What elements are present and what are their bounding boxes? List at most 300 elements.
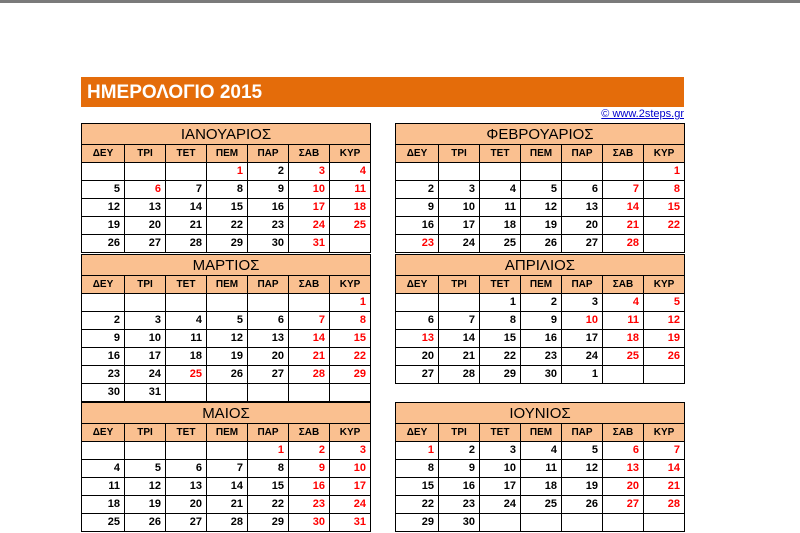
weekday-header: ΤΡΙ <box>439 276 480 294</box>
day-cell: 16 <box>521 330 562 348</box>
day-cell <box>207 442 248 460</box>
weekday-header: ΠΕΜ <box>521 276 562 294</box>
day-cell: 22 <box>207 217 248 235</box>
day-cell: 4 <box>330 163 371 181</box>
day-cell: 8 <box>248 460 289 478</box>
day-cell: 7 <box>603 181 644 199</box>
weekday-header: ΔΕΥ <box>396 276 439 294</box>
day-cell <box>562 163 603 181</box>
day-cell: 21 <box>439 348 480 366</box>
week-row <box>396 330 685 348</box>
day-cell <box>644 514 685 532</box>
day-cell: 15 <box>330 330 371 348</box>
day-cell: 19 <box>562 478 603 496</box>
day-cell: 1 <box>562 366 603 384</box>
day-cell: 24 <box>289 217 330 235</box>
day-cell: 13 <box>166 478 207 496</box>
month-name: ΜΑΡΤΙΟΣ <box>82 255 371 276</box>
day-cell: 16 <box>396 217 439 235</box>
week-row <box>396 442 685 460</box>
day-cell <box>603 163 644 181</box>
day-cell: 5 <box>562 442 603 460</box>
day-cell: 1 <box>207 163 248 181</box>
day-cell: 10 <box>125 330 166 348</box>
week-row <box>82 384 371 402</box>
day-cell <box>644 366 685 384</box>
day-cell: 31 <box>289 235 330 253</box>
day-cell <box>480 514 521 532</box>
day-cell: 14 <box>207 478 248 496</box>
day-cell: 2 <box>521 294 562 312</box>
weekday-header: ΚΥΡ <box>330 145 371 163</box>
week-row <box>82 235 371 253</box>
weekday-header: ΠΑΡ <box>562 424 603 442</box>
day-cell: 2 <box>82 312 125 330</box>
day-cell: 25 <box>603 348 644 366</box>
day-cell: 28 <box>603 235 644 253</box>
day-cell: 9 <box>439 460 480 478</box>
day-cell: 21 <box>603 217 644 235</box>
day-cell: 20 <box>396 348 439 366</box>
day-cell: 13 <box>562 199 603 217</box>
day-cell: 25 <box>480 235 521 253</box>
weekday-header: ΚΥΡ <box>644 424 685 442</box>
weekday-header: ΠΑΡ <box>248 145 289 163</box>
weekday-header: ΣΑΒ <box>289 424 330 442</box>
day-cell <box>480 163 521 181</box>
weekday-header: ΚΥΡ <box>644 276 685 294</box>
day-cell <box>125 442 166 460</box>
day-cell: 2 <box>396 181 439 199</box>
day-cell: 7 <box>439 312 480 330</box>
month-name: ΑΠΡΙΛΙΟΣ <box>396 255 685 276</box>
day-cell: 27 <box>248 366 289 384</box>
day-cell: 21 <box>166 217 207 235</box>
day-cell <box>439 294 480 312</box>
day-cell: 28 <box>289 366 330 384</box>
day-cell <box>603 514 644 532</box>
day-cell: 6 <box>396 312 439 330</box>
day-cell: 13 <box>396 330 439 348</box>
day-cell: 24 <box>439 235 480 253</box>
day-cell: 16 <box>82 348 125 366</box>
day-cell: 15 <box>207 199 248 217</box>
day-cell: 9 <box>289 460 330 478</box>
day-cell: 5 <box>207 312 248 330</box>
day-cell: 25 <box>330 217 371 235</box>
day-cell <box>396 294 439 312</box>
weekday-header: ΠΕΜ <box>207 276 248 294</box>
page-title: ΗΜΕΡΟΛΟΓΙΟ 2015 <box>81 77 684 107</box>
day-cell <box>166 384 207 402</box>
day-cell: 17 <box>480 478 521 496</box>
day-cell: 3 <box>289 163 330 181</box>
day-cell: 28 <box>644 496 685 514</box>
week-row <box>396 366 685 384</box>
day-cell: 16 <box>439 478 480 496</box>
day-cell: 26 <box>644 348 685 366</box>
day-cell: 1 <box>396 442 439 460</box>
day-cell <box>82 442 125 460</box>
month-table <box>81 254 371 402</box>
month-table <box>81 123 371 253</box>
day-cell: 1 <box>248 442 289 460</box>
day-cell: 4 <box>480 181 521 199</box>
week-row <box>82 496 371 514</box>
day-cell: 28 <box>439 366 480 384</box>
day-cell <box>521 514 562 532</box>
day-cell <box>562 514 603 532</box>
day-cell: 14 <box>644 460 685 478</box>
day-cell: 27 <box>166 514 207 532</box>
day-cell: 14 <box>439 330 480 348</box>
day-cell: 22 <box>330 348 371 366</box>
day-cell <box>125 163 166 181</box>
day-cell: 3 <box>439 181 480 199</box>
weekday-header: ΔΕΥ <box>396 424 439 442</box>
week-row <box>82 217 371 235</box>
day-cell <box>330 235 371 253</box>
day-cell: 29 <box>248 514 289 532</box>
week-row <box>396 312 685 330</box>
day-cell: 10 <box>439 199 480 217</box>
day-cell: 31 <box>330 514 371 532</box>
day-cell: 26 <box>562 496 603 514</box>
day-cell: 2 <box>248 163 289 181</box>
day-cell: 20 <box>166 496 207 514</box>
weekday-header: ΤΕΤ <box>480 276 521 294</box>
weekday-header: ΣΑΒ <box>289 276 330 294</box>
day-cell: 10 <box>289 181 330 199</box>
day-cell: 8 <box>644 181 685 199</box>
day-cell: 14 <box>166 199 207 217</box>
day-cell <box>603 366 644 384</box>
day-cell: 27 <box>562 235 603 253</box>
month-table <box>81 402 371 532</box>
day-cell: 8 <box>207 181 248 199</box>
month-name: ΙΟΥΝΙΟΣ <box>396 403 685 424</box>
day-cell <box>207 384 248 402</box>
week-row <box>82 312 371 330</box>
day-cell: 26 <box>521 235 562 253</box>
week-row <box>396 235 685 253</box>
week-row <box>396 163 685 181</box>
day-cell: 27 <box>125 235 166 253</box>
weekday-header: ΠΕΜ <box>521 424 562 442</box>
week-row <box>82 163 371 181</box>
week-row <box>396 478 685 496</box>
day-cell: 11 <box>480 199 521 217</box>
week-row <box>82 478 371 496</box>
day-cell <box>396 163 439 181</box>
day-cell: 24 <box>125 366 166 384</box>
day-cell: 8 <box>396 460 439 478</box>
day-cell: 3 <box>480 442 521 460</box>
day-cell: 15 <box>480 330 521 348</box>
weekday-header: ΤΡΙ <box>125 145 166 163</box>
day-cell: 8 <box>330 312 371 330</box>
day-cell: 31 <box>125 384 166 402</box>
day-cell: 9 <box>521 312 562 330</box>
day-cell: 29 <box>480 366 521 384</box>
weekday-header: ΣΑΒ <box>289 145 330 163</box>
day-cell: 16 <box>289 478 330 496</box>
day-cell <box>289 294 330 312</box>
day-cell: 19 <box>125 496 166 514</box>
day-cell: 20 <box>125 217 166 235</box>
day-cell <box>330 384 371 402</box>
month-name: ΦΕΒΡΟΥΑΡΙΟΣ <box>396 124 685 145</box>
day-cell <box>82 163 125 181</box>
week-row <box>396 514 685 532</box>
day-cell: 7 <box>207 460 248 478</box>
week-row <box>82 330 371 348</box>
day-cell: 22 <box>480 348 521 366</box>
weekday-header: ΔΕΥ <box>82 145 125 163</box>
weekday-header: ΤΡΙ <box>439 145 480 163</box>
weekday-header: ΔΕΥ <box>82 424 125 442</box>
weekday-header: ΤΡΙ <box>125 424 166 442</box>
day-cell: 19 <box>207 348 248 366</box>
weekday-header: ΚΥΡ <box>330 276 371 294</box>
day-cell: 18 <box>166 348 207 366</box>
day-cell: 22 <box>644 217 685 235</box>
day-cell <box>166 163 207 181</box>
day-cell: 10 <box>562 312 603 330</box>
day-cell: 12 <box>644 312 685 330</box>
day-cell: 5 <box>82 181 125 199</box>
day-cell: 1 <box>644 163 685 181</box>
day-cell <box>207 294 248 312</box>
day-cell <box>439 163 480 181</box>
day-cell: 29 <box>396 514 439 532</box>
day-cell: 24 <box>562 348 603 366</box>
day-cell: 5 <box>521 181 562 199</box>
day-cell <box>248 294 289 312</box>
day-cell: 19 <box>644 330 685 348</box>
day-cell: 2 <box>289 442 330 460</box>
month-table <box>395 254 685 384</box>
weekday-header: ΣΑΒ <box>603 145 644 163</box>
day-cell: 17 <box>439 217 480 235</box>
day-cell: 5 <box>125 460 166 478</box>
day-cell: 12 <box>521 199 562 217</box>
week-row <box>82 181 371 199</box>
weekday-header: ΠΑΡ <box>248 276 289 294</box>
day-cell <box>644 235 685 253</box>
week-row <box>82 199 371 217</box>
day-cell: 30 <box>82 384 125 402</box>
day-cell: 1 <box>330 294 371 312</box>
day-cell: 6 <box>166 460 207 478</box>
day-cell: 29 <box>330 366 371 384</box>
week-row <box>82 348 371 366</box>
day-cell: 21 <box>289 348 330 366</box>
week-row <box>396 199 685 217</box>
day-cell: 10 <box>330 460 371 478</box>
weekday-header: ΠΑΡ <box>562 145 603 163</box>
day-cell: 18 <box>480 217 521 235</box>
week-row <box>82 442 371 460</box>
day-cell <box>248 384 289 402</box>
weekday-header: ΣΑΒ <box>603 424 644 442</box>
day-cell: 11 <box>603 312 644 330</box>
day-cell: 9 <box>396 199 439 217</box>
day-cell: 12 <box>125 478 166 496</box>
weekday-header: ΔΕΥ <box>82 276 125 294</box>
day-cell: 12 <box>82 199 125 217</box>
day-cell: 6 <box>248 312 289 330</box>
weekday-header: ΤΕΤ <box>166 424 207 442</box>
day-cell: 3 <box>562 294 603 312</box>
website-link[interactable]: © www.2steps.gr <box>601 108 684 120</box>
day-cell: 28 <box>207 514 248 532</box>
day-cell: 25 <box>166 366 207 384</box>
day-cell: 30 <box>439 514 480 532</box>
day-cell: 24 <box>330 496 371 514</box>
day-cell: 5 <box>644 294 685 312</box>
week-row <box>396 460 685 478</box>
top-border <box>0 0 800 3</box>
day-cell: 22 <box>396 496 439 514</box>
weekday-header: ΣΑΒ <box>603 276 644 294</box>
day-cell: 6 <box>125 181 166 199</box>
day-cell: 7 <box>644 442 685 460</box>
day-cell <box>289 384 330 402</box>
day-cell: 17 <box>125 348 166 366</box>
day-cell: 24 <box>480 496 521 514</box>
day-cell <box>521 163 562 181</box>
day-cell: 17 <box>562 330 603 348</box>
day-cell: 11 <box>166 330 207 348</box>
day-cell: 18 <box>521 478 562 496</box>
day-cell: 20 <box>603 478 644 496</box>
day-cell: 30 <box>248 235 289 253</box>
day-cell: 14 <box>603 199 644 217</box>
day-cell: 26 <box>125 514 166 532</box>
weekday-header: ΠΑΡ <box>248 424 289 442</box>
day-cell: 1 <box>480 294 521 312</box>
day-cell: 12 <box>207 330 248 348</box>
day-cell: 23 <box>248 217 289 235</box>
weekday-header: ΤΕΤ <box>166 276 207 294</box>
day-cell: 21 <box>644 478 685 496</box>
day-cell: 20 <box>562 217 603 235</box>
weekday-header: ΚΥΡ <box>644 145 685 163</box>
day-cell: 18 <box>82 496 125 514</box>
day-cell: 7 <box>289 312 330 330</box>
day-cell: 8 <box>480 312 521 330</box>
day-cell: 11 <box>521 460 562 478</box>
day-cell: 23 <box>289 496 330 514</box>
day-cell: 9 <box>248 181 289 199</box>
day-cell: 26 <box>207 366 248 384</box>
week-row <box>396 181 685 199</box>
day-cell: 15 <box>644 199 685 217</box>
day-cell: 21 <box>207 496 248 514</box>
weekday-header: ΚΥΡ <box>330 424 371 442</box>
day-cell <box>166 294 207 312</box>
day-cell: 4 <box>166 312 207 330</box>
day-cell: 23 <box>82 366 125 384</box>
day-cell: 4 <box>82 460 125 478</box>
month-table <box>395 123 685 253</box>
day-cell: 18 <box>603 330 644 348</box>
day-cell: 29 <box>207 235 248 253</box>
day-cell: 30 <box>521 366 562 384</box>
day-cell: 13 <box>125 199 166 217</box>
day-cell: 19 <box>521 217 562 235</box>
weekday-header: ΤΡΙ <box>439 424 480 442</box>
day-cell: 17 <box>330 478 371 496</box>
day-cell: 3 <box>330 442 371 460</box>
day-cell: 20 <box>248 348 289 366</box>
week-row <box>396 348 685 366</box>
day-cell <box>125 294 166 312</box>
day-cell: 25 <box>521 496 562 514</box>
week-row <box>82 366 371 384</box>
day-cell: 14 <box>289 330 330 348</box>
day-cell: 16 <box>248 199 289 217</box>
day-cell: 2 <box>439 442 480 460</box>
day-cell: 9 <box>82 330 125 348</box>
day-cell: 19 <box>82 217 125 235</box>
day-cell: 3 <box>125 312 166 330</box>
weekday-header: ΤΕΤ <box>480 424 521 442</box>
day-cell: 28 <box>166 235 207 253</box>
day-cell: 15 <box>248 478 289 496</box>
month-name: ΙΑΝΟΥΑΡΙΟΣ <box>82 124 371 145</box>
week-row <box>82 514 371 532</box>
day-cell: 7 <box>166 181 207 199</box>
weekday-header: ΠΕΜ <box>207 145 248 163</box>
week-row <box>82 294 371 312</box>
day-cell: 27 <box>603 496 644 514</box>
weekday-header: ΤΕΤ <box>166 145 207 163</box>
day-cell: 18 <box>330 199 371 217</box>
day-cell: 11 <box>82 478 125 496</box>
weekday-header: ΔΕΥ <box>396 145 439 163</box>
day-cell: 26 <box>82 235 125 253</box>
day-cell: 13 <box>603 460 644 478</box>
day-cell: 23 <box>439 496 480 514</box>
day-cell: 23 <box>521 348 562 366</box>
day-cell: 12 <box>562 460 603 478</box>
day-cell: 4 <box>521 442 562 460</box>
weekday-header: ΤΕΤ <box>480 145 521 163</box>
day-cell: 15 <box>396 478 439 496</box>
day-cell: 11 <box>330 181 371 199</box>
week-row <box>396 294 685 312</box>
day-cell: 10 <box>480 460 521 478</box>
day-cell: 23 <box>396 235 439 253</box>
month-table <box>395 402 685 532</box>
week-row <box>396 496 685 514</box>
weekday-header: ΠΑΡ <box>562 276 603 294</box>
day-cell: 30 <box>289 514 330 532</box>
day-cell: 22 <box>248 496 289 514</box>
weekday-header: ΤΡΙ <box>125 276 166 294</box>
month-name: ΜΑΙΟΣ <box>82 403 371 424</box>
week-row <box>396 217 685 235</box>
day-cell: 13 <box>248 330 289 348</box>
day-cell: 4 <box>603 294 644 312</box>
week-row <box>82 460 371 478</box>
weekday-header: ΠΕΜ <box>521 145 562 163</box>
day-cell: 25 <box>82 514 125 532</box>
day-cell <box>166 442 207 460</box>
day-cell: 17 <box>289 199 330 217</box>
